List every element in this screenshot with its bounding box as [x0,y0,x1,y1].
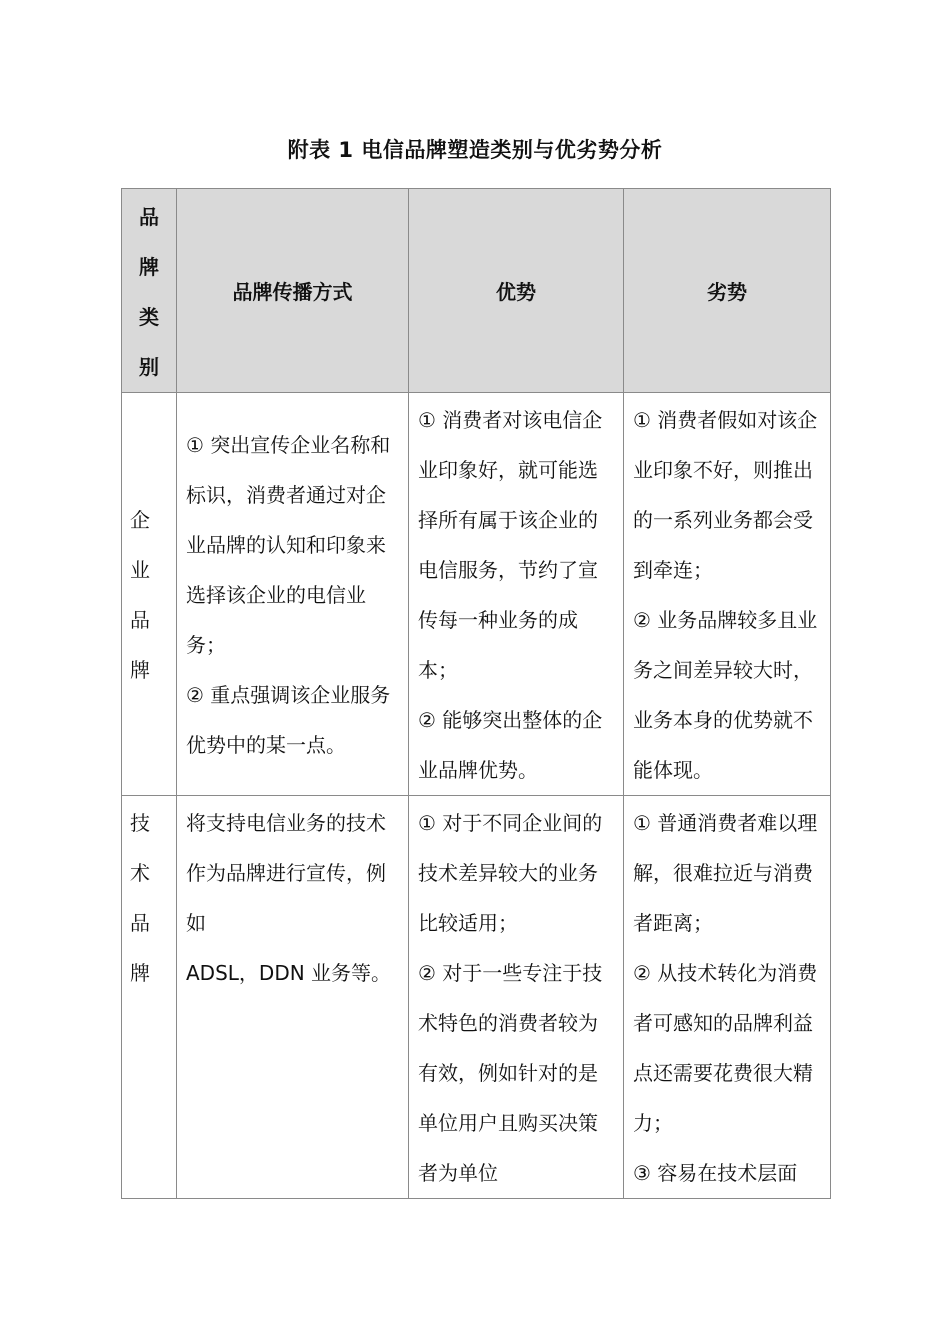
disadvantages-cell: ① 普通消费者难以理解，很难拉近与消费者距离； ② 从技术转化为消费者可感知的品牌利益点还需要花费很大精力； ③ 容易在技术层面 [624,796,831,1199]
advantages-cell: ① 消费者对该电信企业印象好，就可能选择所有属于该企业的电信服务，节约了宣传每一种业务的成本； ② 能够突出整体的企业品牌优势。 [409,393,624,796]
method-cell: 将支持电信业务的技术作为品牌进行宣传，例如 ADSL，DDN 业务等。 [177,796,409,1199]
category-cell: 企业品牌 [122,393,177,796]
table-header-row [122,189,831,393]
table-row [122,393,831,796]
method-cell: ① 突出宣传企业名称和标识，消费者通过对企业品牌的认知和印象来选择该企业的电信业务； ② 重点强调该企业服务优势中的某一点。 [177,393,409,796]
category-cell: 技术品牌 [122,796,177,1199]
header-advantages: 优势 [409,189,624,393]
disadvantages-cell: ① 消费者假如对该企业印象不好，则推出的一系列业务都会受到牵连； ② 业务品牌较多且业务之间差异较大时，业务本身的优势就不能体现。 [624,393,831,796]
header-disadvantages: 劣势 [624,189,831,393]
advantages-cell: ① 对于不同企业间的技术差异较大的业务比较适用； ② 对于一些专注于技术特色的消费者较为有效，例如针对的是单位用户且购买决策者为单位 [409,796,624,1199]
header-method: 品牌传播方式 [177,189,409,393]
page-title: 附表 1 电信品牌塑造类别与优劣势分析 [287,138,663,162]
brand-analysis-table [121,188,831,1199]
header-category: 品牌类别 [122,189,177,393]
table-row [122,796,831,1199]
